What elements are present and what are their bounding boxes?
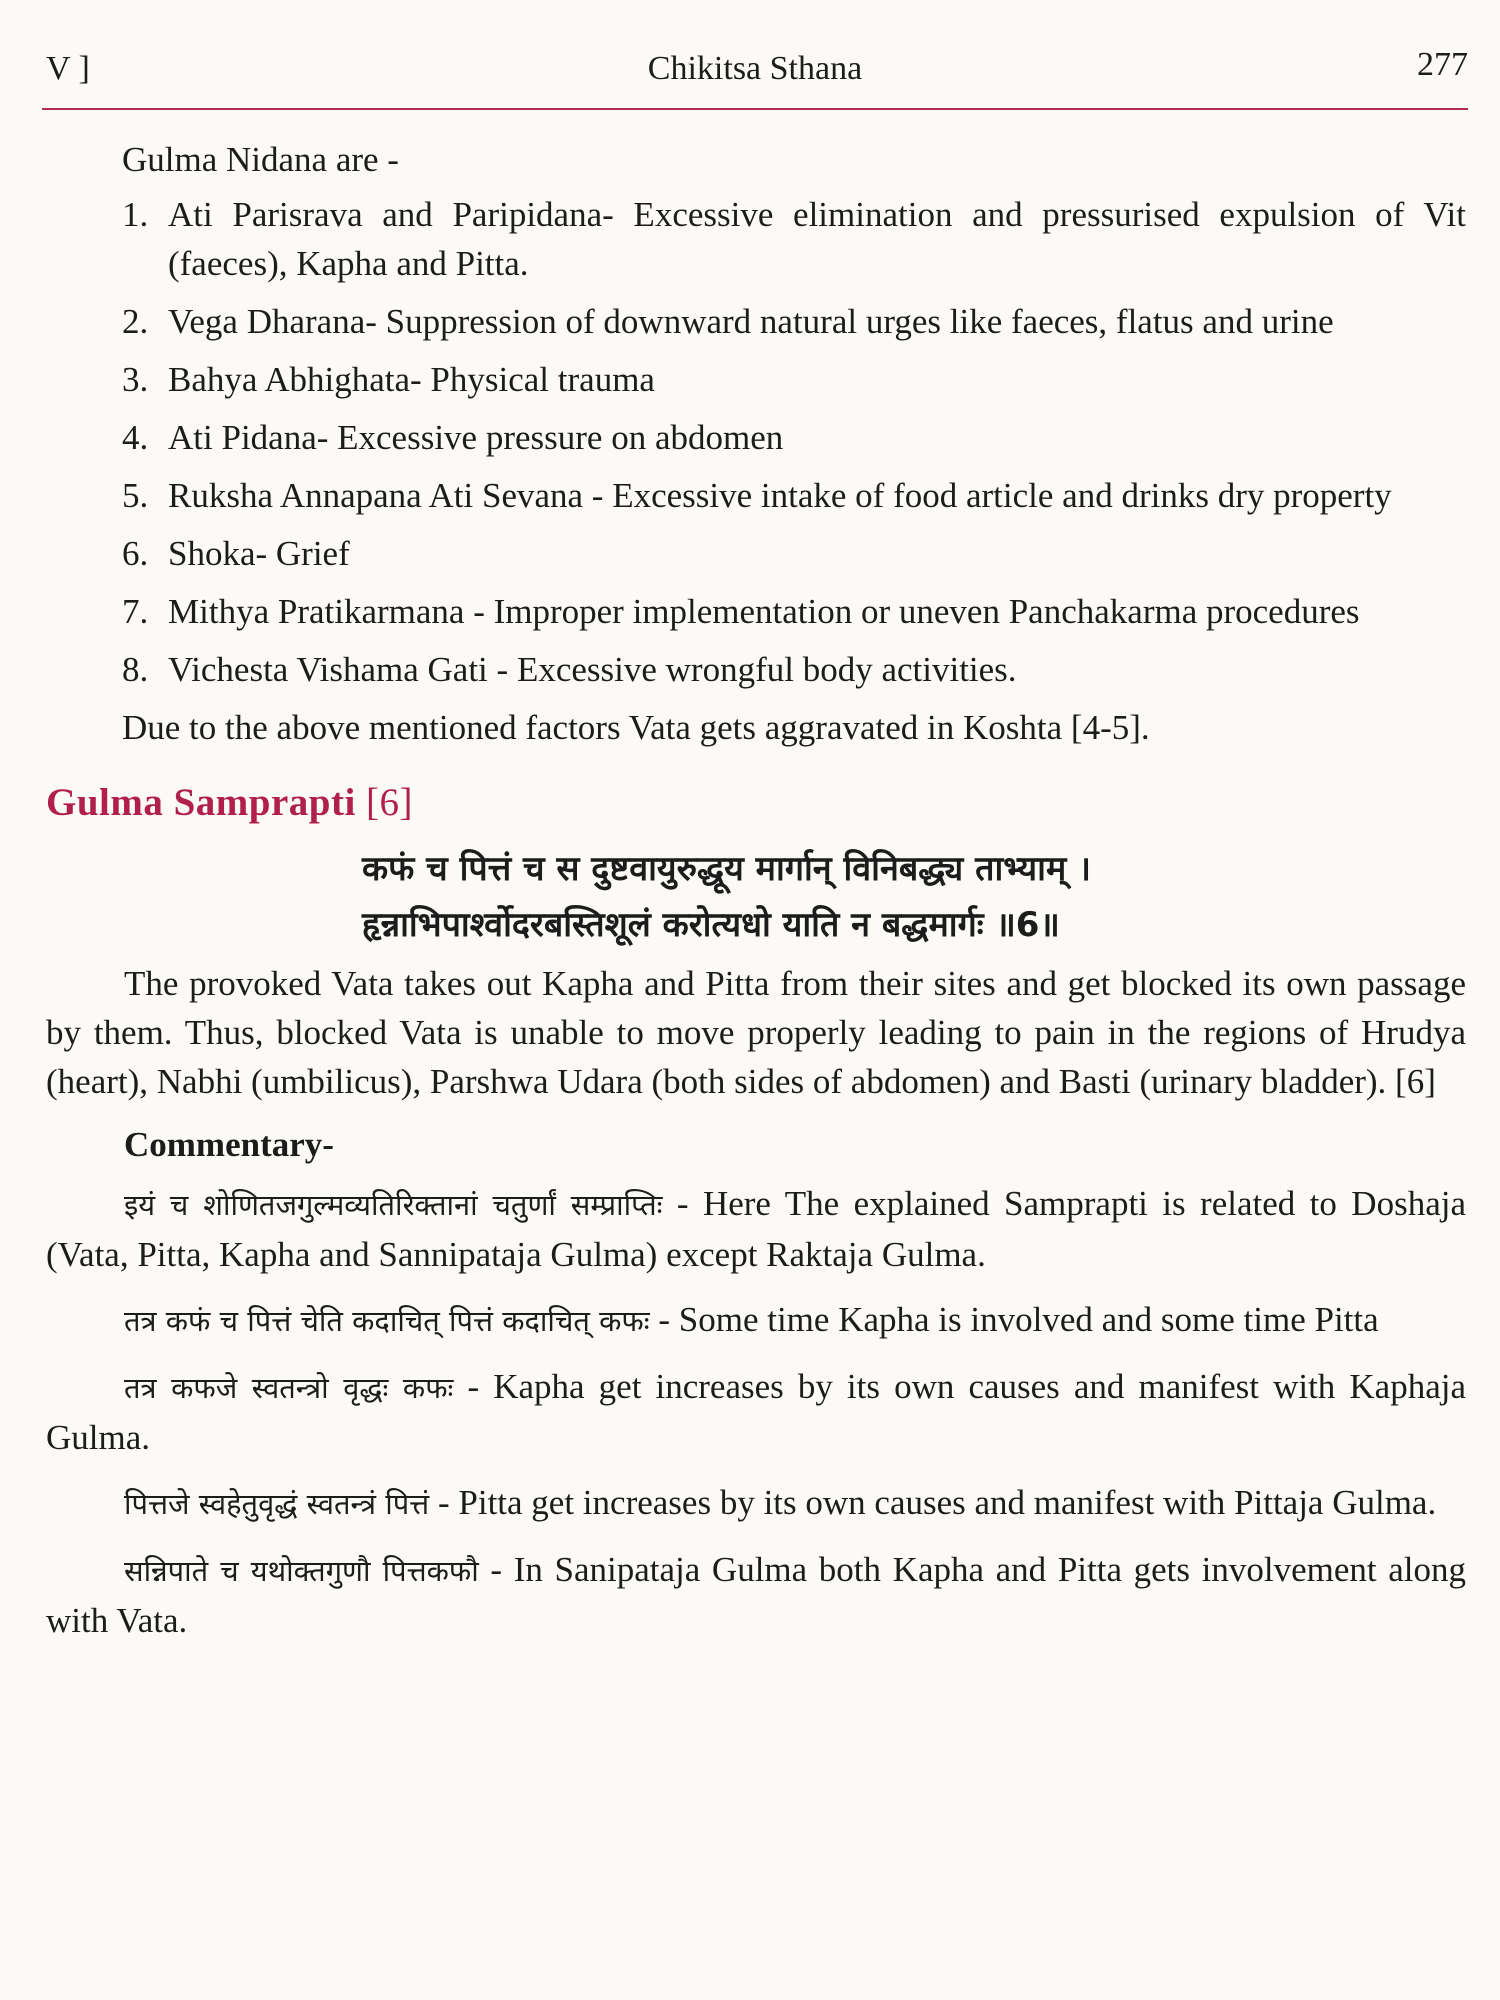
commentary-text: - In Sanipataja Gulma both Kapha and Pitta gets involvement along with Vata. xyxy=(46,1550,1466,1640)
list-item xyxy=(46,355,1466,404)
section-heading xyxy=(46,778,1466,827)
list-item xyxy=(46,413,1466,462)
list-number: 4. xyxy=(122,418,149,457)
running-title: Chikitsa Sthana xyxy=(647,50,863,87)
sanskrit-quote: तत्र कफजे स्वतन्त्रो वृद्धः कफः xyxy=(124,1371,454,1405)
verse-translation: The provoked Vata takes out Kapha and Pitta from their sites and get blocked its own passage by them. Thus, blocked Vata is unable to move properly leading to pain in the regions of Hrudya (heart), Nabhi (umbilicus), Parshwa Udara (both sides of abdomen) and Basti (urinary bladder). [6] xyxy=(46,964,1466,1101)
part-marker: V ] xyxy=(46,50,90,87)
list-text: Ati Pidana- Excessive pressure on abdomen xyxy=(168,418,784,457)
list-number: 1. xyxy=(122,195,149,234)
commentary-text: - Here The explained Samprapti is related to Doshaja (Vata, Pitta, Kapha and Sannipataja Gulma) except Raktaja Gulma. xyxy=(46,1184,1466,1274)
sanskrit-verse xyxy=(46,841,1466,953)
page-body xyxy=(46,135,1466,1661)
list-text: Ati Parisrava and Paripidana- Excessive elimination and pressurised expulsion of Vit (faeces), Kapha and Pitta. xyxy=(168,195,1466,283)
list-text: Shoka- Grief xyxy=(168,534,350,573)
list-text: Vichesta Vishama Gati - Excessive wrongful body activities. xyxy=(168,650,1017,689)
sanskrit-quote: सन्निपाते च यथोक्तगुणौ पित्तकफौ xyxy=(124,1554,479,1588)
page-header xyxy=(42,36,1468,96)
list-number: 2. xyxy=(122,302,149,341)
commentary-text: - Some time Kapha is involved and some time Pitta xyxy=(649,1300,1379,1339)
commentary-entry xyxy=(46,1295,1466,1346)
list-text: Bahya Abhighata- Physical trauma xyxy=(168,360,655,399)
list-number: 7. xyxy=(122,592,149,631)
list-item xyxy=(46,587,1466,636)
sanskrit-quote: तत्र कफं च पित्तं चेति कदाचित् पित्तं कदाचित् कफः xyxy=(124,1304,650,1338)
commentary-entry xyxy=(46,1179,1466,1279)
nidana-intro: Gulma Nidana are - xyxy=(122,140,399,179)
list-number: 8. xyxy=(122,650,149,689)
verse-line: हृन्नाभिपार्श्वोदरबस्तिशूलं करोत्यधो याति न बद्धमार्गः ॥6॥ xyxy=(362,905,1060,945)
page-number: 277 xyxy=(1417,46,1468,83)
list-item xyxy=(46,297,1466,346)
list-item xyxy=(46,529,1466,578)
sanskrit-quote: पित्तजे स्वहेतुवृद्धं स्वतन्त्रं पित्तं xyxy=(124,1487,430,1521)
commentary-entry xyxy=(46,1362,1466,1462)
sanskrit-quote: इयं च शोणितजगुल्मव्यतिरिक्तानां चतुर्णां सम्प्राप्तिः xyxy=(124,1188,663,1222)
section-title: Gulma Samprapti xyxy=(46,781,356,824)
list-item xyxy=(46,645,1466,694)
commentary-text: - Kapha get increases by its own causes and manifest with Kaphaja Gulma. xyxy=(46,1367,1466,1457)
list-item xyxy=(46,190,1466,288)
header-rule xyxy=(42,108,1468,110)
section-ref: [6] xyxy=(366,781,414,824)
list-text: Mithya Pratikarmana - Improper implementation or uneven Panchakarma procedures xyxy=(168,592,1360,631)
list-text: Ruksha Annapana Ati Sevana - Excessive intake of food article and drinks dry property xyxy=(168,476,1392,515)
list-number: 3. xyxy=(122,360,149,399)
list-number: 6. xyxy=(122,534,149,573)
commentary-heading: Commentary- xyxy=(124,1125,334,1164)
commentary-entry xyxy=(46,1545,1466,1645)
list-item xyxy=(46,471,1466,520)
commentary-text: - Pitta get increases by its own causes and manifest with Pittaja Gulma. xyxy=(429,1483,1437,1522)
nidana-conclusion: Due to the above mentioned factors Vata gets aggravated in Koshta [4-5]. xyxy=(122,708,1150,747)
nidana-list xyxy=(46,190,1466,694)
list-text: Vega Dharana- Suppression of downward natural urges like faeces, flatus and urine xyxy=(168,302,1334,341)
list-number: 5. xyxy=(122,476,149,515)
commentary-entry xyxy=(46,1478,1466,1529)
verse-line: कफं च पित्तं च स दुष्टवायुरुद्धूय मार्गान् विनिबद्ध्य ताभ्याम् । xyxy=(362,849,1092,889)
